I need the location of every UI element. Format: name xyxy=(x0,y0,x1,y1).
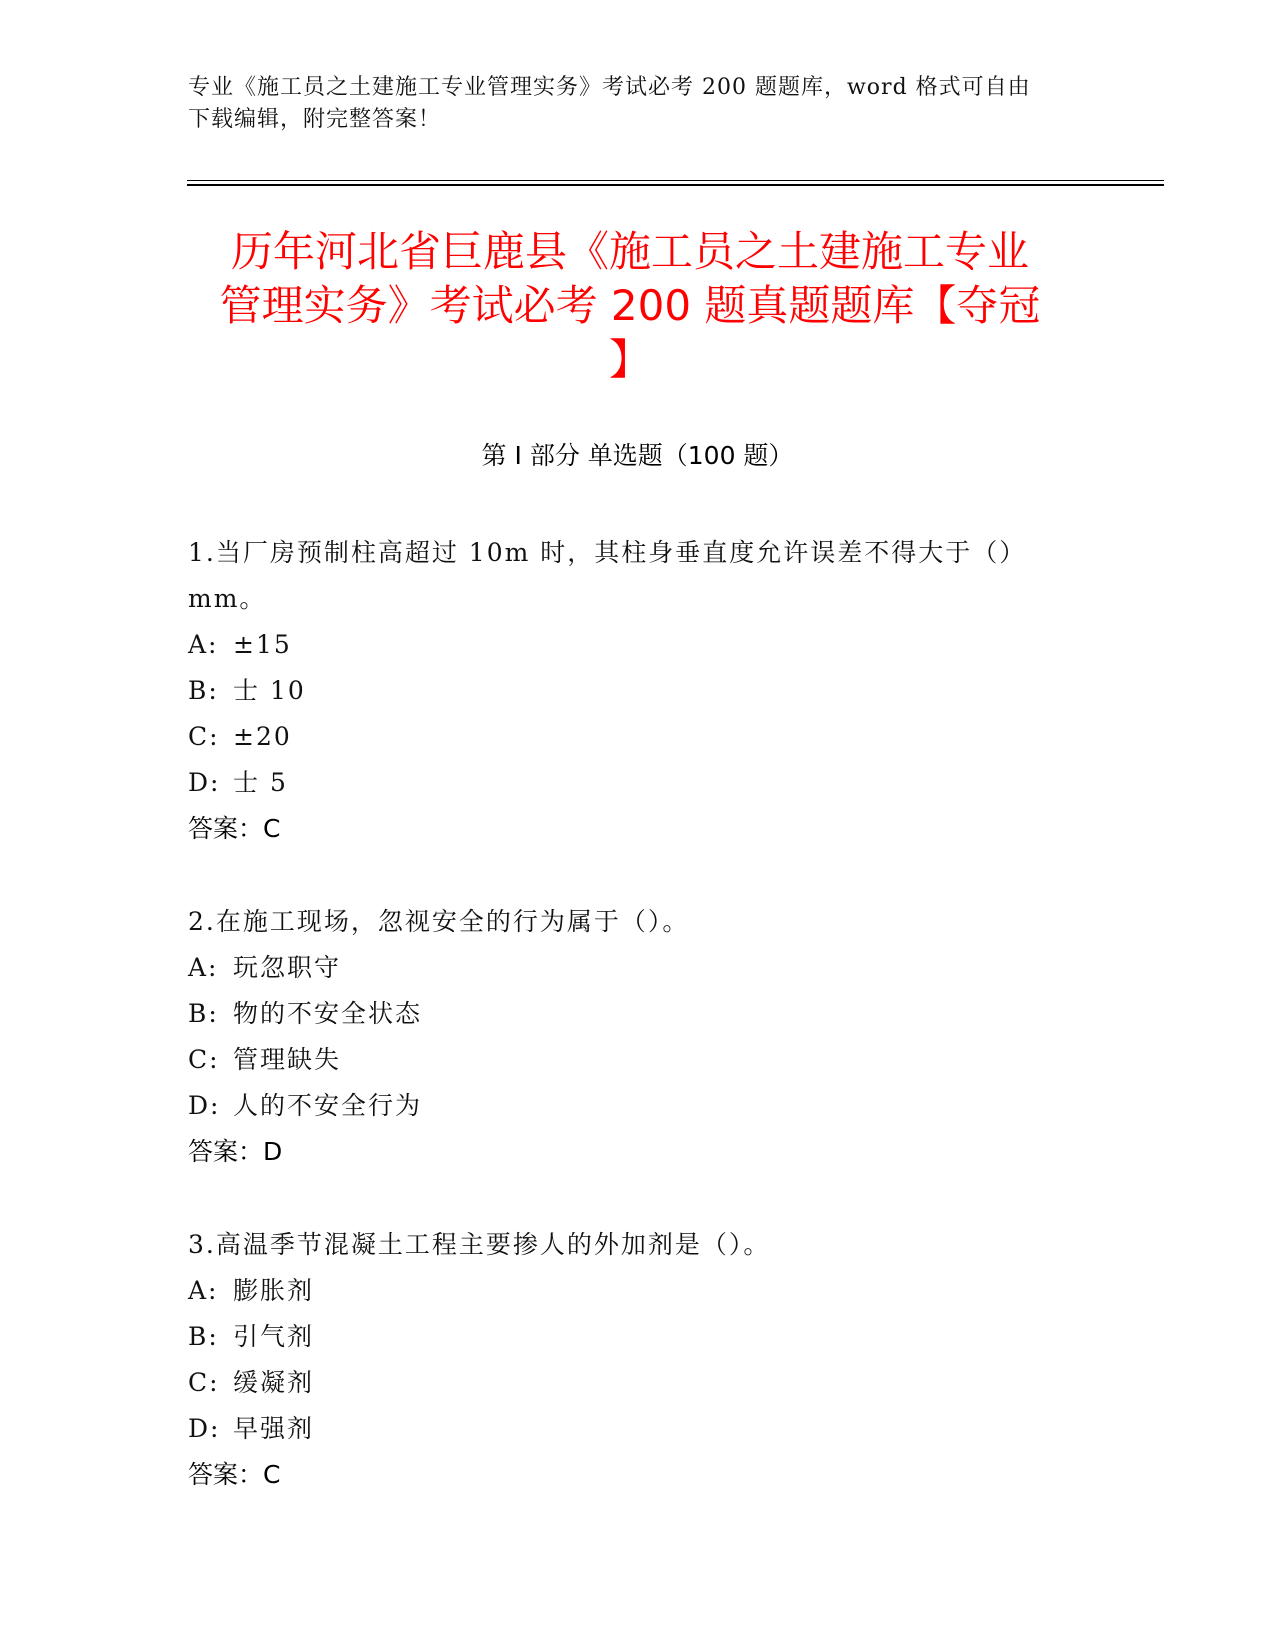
intro-line: 专业《施工员之土建施工专业管理实务》考试必考 200 题题库，word 格式可自由 xyxy=(188,75,1031,100)
option-key: C: xyxy=(188,1368,220,1397)
option-text: 士 5 xyxy=(233,768,288,797)
option-key: D: xyxy=(188,1091,221,1120)
question-list xyxy=(188,530,1068,1545)
option-c xyxy=(188,1037,1068,1083)
intro-text xyxy=(188,72,1088,136)
header-divider-thick xyxy=(187,184,1164,186)
option-key: C: xyxy=(188,722,220,751)
question-item xyxy=(188,899,1068,1175)
option-key: C: xyxy=(188,1045,220,1074)
section-heading: 第 I 部分 单选题（100 题） xyxy=(481,441,794,470)
question-item xyxy=(188,1222,1068,1498)
option-text: 士 10 xyxy=(233,676,306,705)
header-divider-thin xyxy=(187,180,1164,181)
option-key: D: xyxy=(188,1414,221,1443)
option-key: A: xyxy=(188,630,219,659)
option-b xyxy=(188,1314,1068,1360)
answer-line: 答案：D xyxy=(188,1137,283,1166)
option-d xyxy=(188,1406,1068,1452)
question-stem: 2.在施工现场，忽视安全的行为属于（）。 xyxy=(188,907,690,936)
intro-line: 下载编辑，附完整答案！ xyxy=(188,107,442,132)
answer-line: 答案：C xyxy=(188,1460,281,1489)
question-stem: 3.高温季节混凝土工程主要掺人的外加剂是（）。 xyxy=(188,1230,771,1259)
option-c xyxy=(188,714,1068,760)
option-key: B: xyxy=(188,1322,219,1351)
option-key: A: xyxy=(188,953,219,982)
option-text: ±15 xyxy=(233,630,292,659)
option-text: ±20 xyxy=(233,722,292,751)
question-item xyxy=(188,530,1068,852)
title-line: 】 xyxy=(608,335,651,384)
option-a xyxy=(188,622,1068,668)
title-line: 管理实务》考试必考 200 题真题题库【夺冠 xyxy=(219,281,1041,330)
document-title xyxy=(150,225,1110,387)
option-text: 物的不安全状态 xyxy=(233,999,423,1028)
option-b xyxy=(188,991,1068,1037)
option-key: A: xyxy=(188,1276,219,1305)
question-stem: 1.当厂房预制柱高超过 10m 时，其柱身垂直度允许误差不得大于（） xyxy=(188,538,1027,567)
option-text: 膨胀剂 xyxy=(233,1276,315,1305)
option-key: D: xyxy=(188,768,221,797)
option-text: 早强剂 xyxy=(233,1414,315,1443)
option-a xyxy=(188,1268,1068,1314)
option-text: 玩忽职守 xyxy=(233,953,342,982)
option-b xyxy=(188,668,1068,714)
option-d xyxy=(188,760,1068,806)
option-text: 缓凝剂 xyxy=(233,1368,315,1397)
option-key: B: xyxy=(188,999,219,1028)
option-text: 人的不安全行为 xyxy=(233,1091,423,1120)
option-key: B: xyxy=(188,676,219,705)
option-d xyxy=(188,1083,1068,1129)
option-c xyxy=(188,1360,1068,1406)
option-text: 引气剂 xyxy=(233,1322,315,1351)
title-line: 历年河北省巨鹿县《施工员之土建施工专业 xyxy=(230,227,1029,276)
option-a xyxy=(188,945,1068,991)
option-text: 管理缺失 xyxy=(233,1045,342,1074)
question-stem-continued: mm。 xyxy=(188,584,267,613)
answer-line: 答案：C xyxy=(188,814,281,843)
